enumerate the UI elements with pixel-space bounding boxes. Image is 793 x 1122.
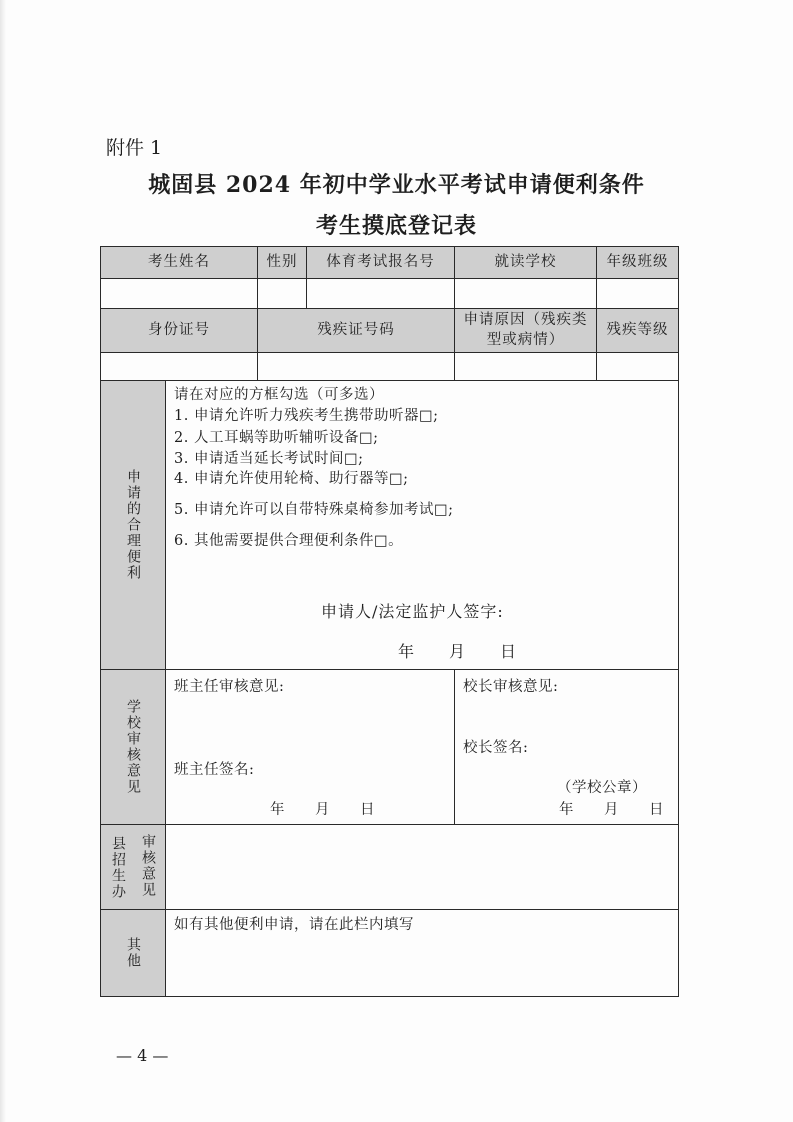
header-disability-cert: 残疾证号码 <box>257 308 455 353</box>
form-subtitle: 考生摸底登记表 <box>315 213 477 239</box>
option-other-conditions[interactable]: 6. 其他需要提供合理便利条件□。 <box>174 533 404 549</box>
label-accommodation: 申请的合理便利 <box>100 380 166 670</box>
field-reason[interactable] <box>454 352 597 381</box>
teacher-review-cell[interactable] <box>165 669 455 825</box>
other-field[interactable] <box>165 909 679 997</box>
field-student-name[interactable] <box>100 278 258 309</box>
option-extended-time[interactable]: 3. 申请适当延长考试时间□; <box>174 451 364 467</box>
principal-date: 年 月 日 <box>559 802 664 818</box>
county-review-field[interactable] <box>165 824 679 910</box>
header-id-number: 身份证号 <box>100 308 258 353</box>
page-number: — 4 — <box>116 1046 169 1065</box>
principal-opinion-label: 校长审核意见: <box>463 679 559 695</box>
principal-signature-label: 校长签名: <box>463 740 529 756</box>
school-seal-label: （学校公章） <box>557 780 647 796</box>
field-school[interactable] <box>454 278 597 309</box>
label-county-review <box>100 824 166 910</box>
field-disability-level[interactable] <box>596 352 679 381</box>
header-disability-level: 残疾等级 <box>596 308 679 353</box>
label-other: 其他 <box>100 909 166 997</box>
other-hint: 如有其他便利申请，请在此栏内填写 <box>174 917 414 933</box>
field-pe-exam-number[interactable] <box>306 278 455 309</box>
form-title: 城固县 2024 年初中学业水平考试申请便利条件 <box>148 172 645 198</box>
applicant-signature-label: 申请人/法定监护人签字: <box>321 602 504 621</box>
principal-review-cell[interactable] <box>454 669 679 825</box>
field-gender[interactable] <box>257 278 307 309</box>
accommodation-instruction: 请在对应的方框勾选（可多选） <box>174 387 384 403</box>
attachment-label: 附件 1 <box>106 137 163 159</box>
option-wheelchair[interactable]: 4. 申请允许使用轮椅、助行器等□; <box>174 471 409 487</box>
teacher-signature-label: 班主任签名: <box>174 762 255 778</box>
teacher-opinion-label: 班主任审核意见: <box>174 679 285 695</box>
header-grade-class: 年级班级 <box>596 246 679 279</box>
accommodation-section[interactable] <box>165 380 679 670</box>
option-cochlear-implant[interactable]: 2. 人工耳蜗等助听辅听设备□; <box>174 430 379 446</box>
field-grade-class[interactable] <box>596 278 679 309</box>
header-gender: 性别 <box>257 246 307 279</box>
header-school: 就读学校 <box>454 246 597 279</box>
field-id-number[interactable] <box>100 352 258 381</box>
header-reason: 申请原因（残疾类型或病情） <box>454 308 597 353</box>
label-school-review: 学校审核意见 <box>100 669 166 825</box>
field-disability-cert[interactable] <box>257 352 455 381</box>
label-county-office: 县招生办 <box>110 836 126 900</box>
applicant-date: 年 月 日 <box>398 642 518 661</box>
option-special-desk[interactable]: 5. 申请允许可以自带特殊桌椅参加考试□; <box>174 502 454 518</box>
header-student-name: 考生姓名 <box>100 246 258 279</box>
label-county-opinion: 审核意见 <box>140 834 156 898</box>
option-hearing-aid[interactable]: 1. 申请允许听力残疾考生携带助听器□; <box>174 408 439 424</box>
header-pe-exam-number: 体育考试报名号 <box>306 246 455 279</box>
teacher-date: 年 月 日 <box>270 802 375 818</box>
